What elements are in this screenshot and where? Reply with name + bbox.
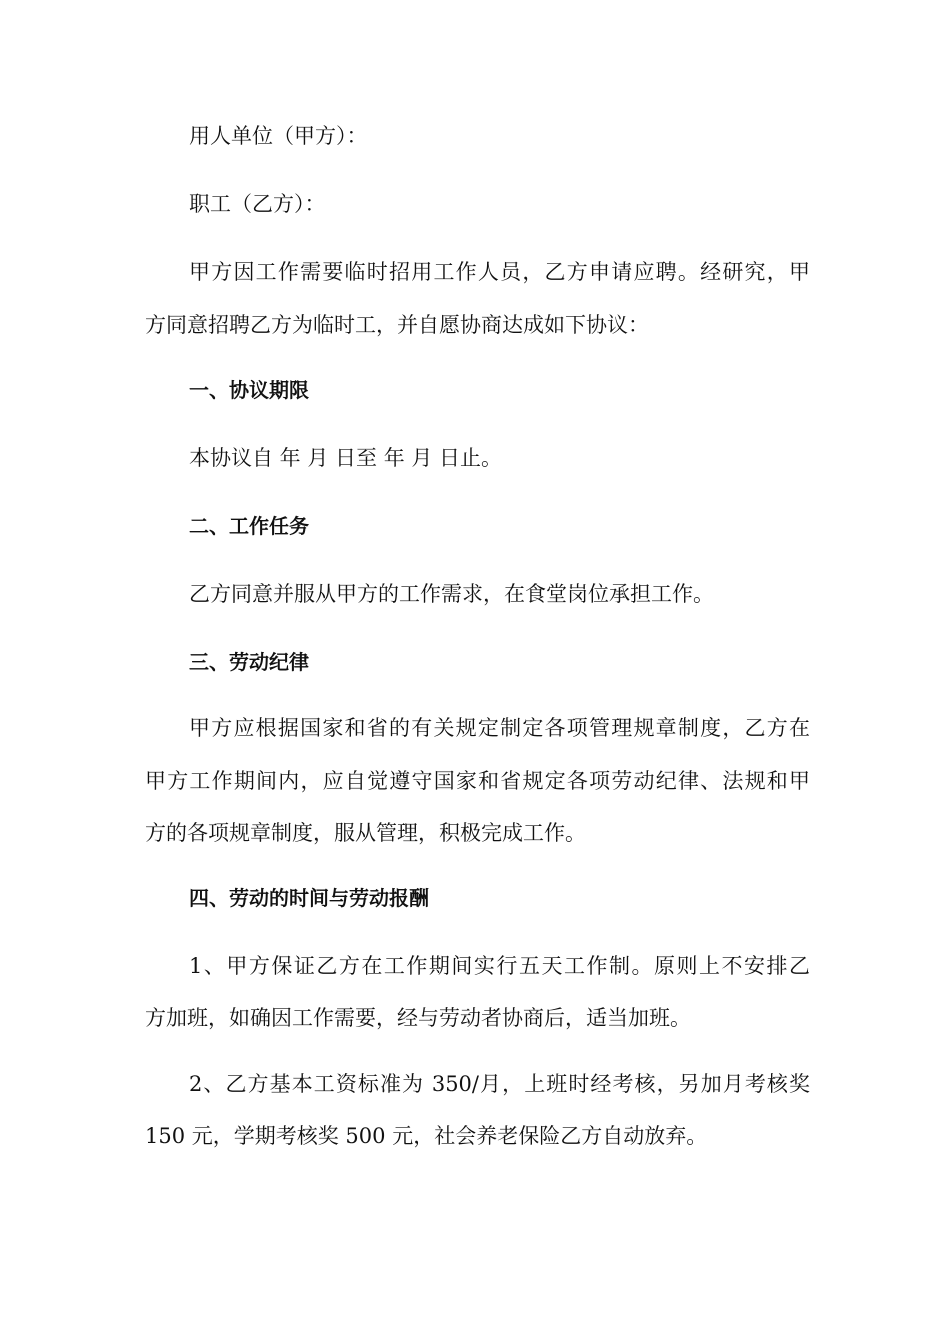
hours-pay-item-line: 1、甲方保证乙方在工作期间实行五天工作制。原则上不安排乙 [189,954,810,978]
employer-label: 用人单位（甲方）： [189,124,368,148]
intro-paragraph-line: 方同意招聘乙方为临时工，并自愿协商达成如下协议： [145,313,649,337]
discipline-text-line: 甲方应根据国家和省的有关规定制定各项管理规章制度，乙方在 [189,716,810,740]
discipline-text-line: 方的各项规章制度，服从管理，积极完成工作。 [145,821,586,845]
term-text: 本协议自 年 月 日至 年 月 日止。 [189,446,503,470]
discipline-text-line: 甲方工作期间内，应自觉遵守国家和省规定各项劳动纪律、法规和甲 [145,769,810,793]
tasks-text: 乙方同意并服从甲方的工作需求，在食堂岗位承担工作。 [189,582,714,606]
hours-pay-item-line: 150 元，学期考核奖 500 元，社会养老保险乙方自动放弃。 [145,1124,708,1148]
hours-pay-item-line: 2、乙方基本工资标准为 350/月，上班时经考核，另加月考核奖 [189,1072,810,1096]
section-heading-tasks: 二、工作任务 [189,514,309,538]
section-heading-hours-pay: 四、劳动的时间与劳动报酬 [189,886,429,910]
section-heading-term: 一、协议期限 [189,378,309,402]
employee-label: 职工（乙方）： [189,192,326,216]
section-heading-discipline: 三、劳动纪律 [189,650,309,674]
intro-paragraph-line: 甲方因工作需要临时招用工作人员，乙方申请应聘。经研究，甲 [189,260,810,284]
hours-pay-item-line: 方加班，如确因工作需要，经与劳动者协商后，适当加班。 [145,1006,691,1030]
